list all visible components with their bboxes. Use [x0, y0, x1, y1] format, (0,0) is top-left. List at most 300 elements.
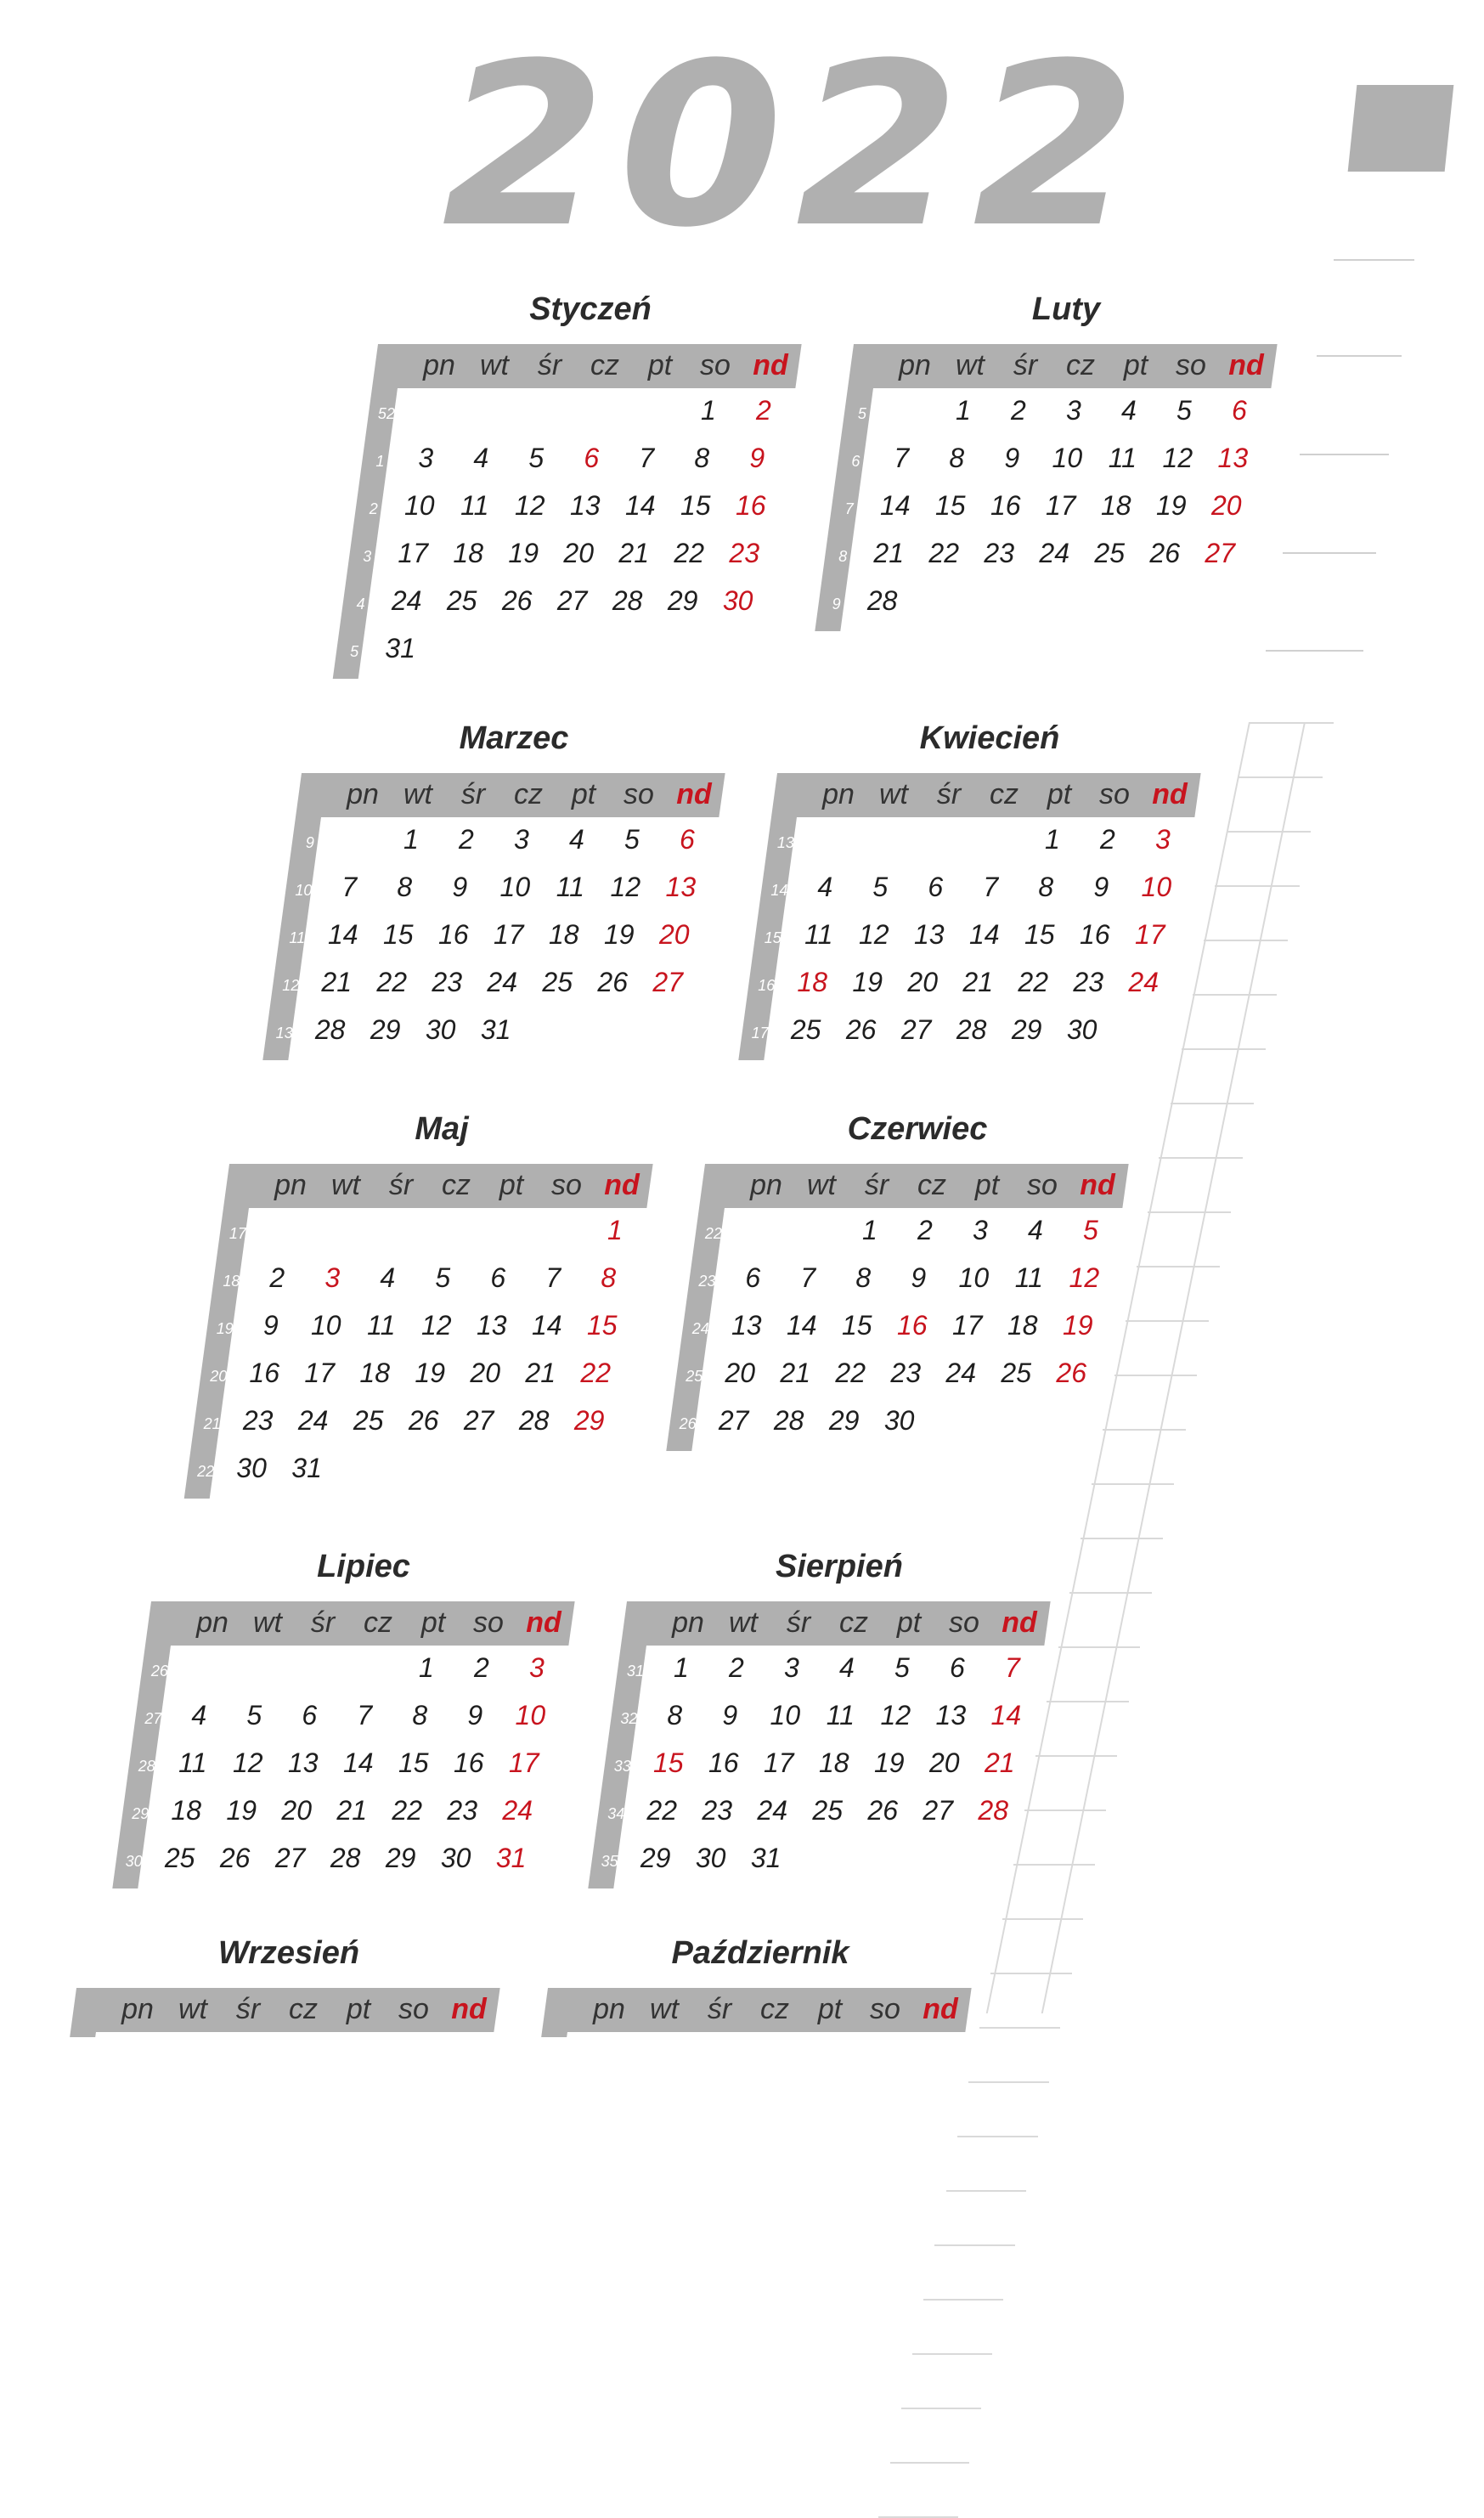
day-cell: 17 — [1045, 490, 1076, 521]
day-cell: 8 — [412, 1700, 428, 1730]
day-cell: 2 — [1010, 395, 1026, 426]
day-cell: 26 — [867, 1795, 899, 1826]
day-cell: 25 — [446, 585, 477, 616]
day-cell: 7 — [341, 872, 358, 902]
day-header-cz: cz — [289, 1993, 318, 2025]
day-header-cz: cz — [917, 1169, 946, 1201]
day-header-wt: wt — [956, 349, 985, 381]
day-cell: 10 — [770, 1700, 801, 1730]
day-cell: 24 — [757, 1795, 788, 1826]
day-cell: 8 — [694, 443, 710, 473]
day-cell: 19 — [508, 538, 539, 568]
day-cell: 8 — [667, 1700, 683, 1730]
day-cell: 23 — [447, 1795, 478, 1826]
day-cell: 20 — [281, 1795, 313, 1826]
day-cell: 20 — [470, 1358, 501, 1388]
note-line — [1317, 355, 1402, 357]
day-cell: 26 — [1056, 1358, 1087, 1388]
day-header-wt: wt — [331, 1169, 360, 1201]
day-header-pn: pn — [274, 1169, 307, 1201]
week-number: 17 — [751, 1025, 769, 1042]
day-cell: 15 — [586, 1310, 618, 1341]
day-cell: 31 — [750, 1843, 781, 1873]
week-number: 11 — [289, 929, 306, 946]
month-title: Październik — [671, 1935, 849, 1971]
day-cell: 25 — [1094, 538, 1126, 568]
month-title: Czerwiec — [847, 1111, 988, 1147]
day-cell: 20 — [907, 967, 939, 997]
month-title: Sierpień — [776, 1549, 903, 1584]
day-cell: 5 — [894, 1652, 910, 1683]
day-header-pn: pn — [899, 349, 931, 381]
day-header-wt: wt — [729, 1606, 758, 1639]
day-header-śr: śr — [537, 349, 562, 381]
day-cell: 28 — [330, 1843, 361, 1873]
day-cell: 1 — [418, 1652, 434, 1683]
day-cell: 11 — [178, 1747, 207, 1778]
day-cell: 8 — [949, 443, 965, 473]
day-cell: 4 — [817, 872, 833, 902]
day-cell: 4 — [473, 443, 489, 473]
day-cell: 4 — [191, 1700, 207, 1730]
day-cell: 19 — [852, 967, 883, 997]
day-cell: 5 — [1176, 395, 1192, 426]
day-cell: 25 — [353, 1405, 384, 1436]
day-cell: 16 — [990, 490, 1021, 521]
week-number: 22 — [197, 1463, 215, 1480]
day-cell: 13 — [287, 1747, 319, 1778]
day-cell: 14 — [968, 919, 1000, 950]
day-cell: 5 — [528, 443, 545, 473]
day-cell: 8 — [1038, 872, 1054, 902]
day-cell: 4 — [838, 1652, 855, 1683]
day-cell: 23 — [890, 1358, 922, 1388]
week-number: 10 — [295, 882, 313, 899]
day-cell: 3 — [972, 1215, 988, 1245]
week-number: 24 — [691, 1320, 709, 1337]
day-cell: 13 — [913, 919, 945, 950]
day-cell: 19 — [415, 1358, 446, 1388]
day-header-nd: nd — [1152, 778, 1188, 810]
day-header-cz: cz — [1066, 349, 1095, 381]
week-number: 30 — [125, 1853, 143, 1870]
note-line — [1283, 552, 1376, 554]
day-cell: 25 — [790, 1014, 821, 1045]
year-decoration-block — [1348, 85, 1454, 172]
day-cell: 27 — [463, 1405, 494, 1436]
day-cell: 14 — [990, 1700, 1022, 1730]
day-cell: 18 — [818, 1747, 849, 1778]
day-cell: 18 — [1100, 490, 1131, 521]
day-cell: 2 — [728, 1652, 744, 1683]
day-header-wt: wt — [807, 1169, 836, 1201]
day-cell: 10 — [958, 1262, 990, 1293]
grid-line — [957, 2136, 1038, 2137]
grid-line — [1013, 1864, 1095, 1866]
day-header-pn: pn — [423, 349, 455, 381]
day-cell: 15 — [1024, 919, 1055, 950]
day-cell: 22 — [1018, 967, 1049, 997]
grid-line — [1114, 1375, 1198, 1376]
week-number: 9 — [832, 596, 841, 613]
day-cell: 22 — [835, 1358, 866, 1388]
month-title: Kwiecień — [919, 720, 1060, 756]
day-cell: 16 — [453, 1747, 484, 1778]
day-cell: 20 — [928, 1747, 960, 1778]
day-cell: 25 — [164, 1843, 195, 1873]
day-header-śr: śr — [460, 778, 486, 810]
day-header-wt: wt — [253, 1606, 282, 1639]
grid-line — [901, 2408, 981, 2409]
day-cell: 23 — [242, 1405, 274, 1436]
day-header-pn: pn — [593, 1993, 625, 2025]
week-number: 27 — [144, 1710, 162, 1727]
day-cell: 12 — [610, 872, 641, 902]
day-header-pn: pn — [347, 778, 379, 810]
day-cell: 9 — [911, 1262, 927, 1293]
day-cell: 7 — [545, 1262, 561, 1293]
day-header-nd: nd — [923, 1993, 958, 2025]
day-cell: 20 — [563, 538, 595, 568]
year-title: 2022 — [442, 15, 1150, 277]
day-cell: 9 — [467, 1700, 483, 1730]
day-cell: 15 — [841, 1310, 872, 1341]
day-cell: 28 — [978, 1795, 1009, 1826]
day-cell: 3 — [513, 824, 529, 855]
day-cell: 28 — [314, 1014, 346, 1045]
day-cell: 16 — [249, 1358, 280, 1388]
day-cell: 5 — [624, 824, 640, 855]
day-cell: 10 — [1052, 443, 1083, 473]
day-cell: 22 — [376, 967, 408, 997]
day-cell: 3 — [324, 1262, 341, 1293]
day-cell: 14 — [879, 490, 911, 521]
day-cell: 20 — [725, 1358, 756, 1388]
month-title: Wrzesień — [217, 1935, 360, 1971]
week-number: 13 — [275, 1025, 293, 1042]
day-cell: 30 — [236, 1453, 267, 1483]
day-header-pt: pt — [1123, 349, 1148, 381]
day-header-pt: pt — [896, 1606, 922, 1639]
day-header-so: so — [398, 1993, 429, 2025]
day-cell: 14 — [786, 1310, 817, 1341]
day-cell: 2 — [755, 395, 771, 426]
day-cell: 12 — [1162, 443, 1193, 473]
day-cell: 4 — [568, 824, 584, 855]
grid-line — [1103, 1429, 1185, 1431]
day-cell: 28 — [866, 585, 898, 616]
day-cell: 6 — [302, 1700, 318, 1730]
grid-line — [912, 2353, 992, 2355]
day-cell: 6 — [745, 1262, 761, 1293]
day-header-pn: pn — [750, 1169, 782, 1201]
grid-line — [1193, 994, 1277, 996]
note-line — [1266, 650, 1363, 652]
week-number: 23 — [698, 1273, 716, 1290]
day-header-so: so — [949, 1606, 979, 1639]
day-cell: 30 — [440, 1843, 471, 1873]
day-cell: 15 — [934, 490, 966, 521]
day-header-nd: nd — [604, 1169, 640, 1201]
day-cell: 29 — [640, 1843, 671, 1873]
month-title: Styczeń — [529, 291, 652, 327]
day-cell: 9 — [1004, 443, 1020, 473]
day-cell: 25 — [812, 1795, 844, 1826]
day-cell: 22 — [674, 538, 705, 568]
day-cell: 17 — [951, 1310, 983, 1341]
day-cell: 16 — [735, 490, 766, 521]
day-header-śr: śr — [936, 778, 962, 810]
day-header-so: so — [700, 349, 731, 381]
grid-line — [1126, 1320, 1209, 1322]
day-cell: 7 — [639, 443, 655, 473]
day-header-śr: śr — [786, 1606, 811, 1639]
day-cell: 11 — [367, 1310, 396, 1341]
grid-line — [934, 2244, 1014, 2246]
day-header-cz: cz — [590, 349, 619, 381]
day-cell: 1 — [1044, 824, 1060, 855]
day-header-wt: wt — [480, 349, 509, 381]
day-cell: 11 — [1108, 443, 1137, 473]
week-number: 5 — [350, 643, 359, 660]
day-cell: 31 — [291, 1453, 322, 1483]
day-cell: 28 — [612, 585, 643, 616]
day-cell: 6 — [490, 1262, 506, 1293]
week-number: 15 — [764, 929, 781, 946]
week-number: 1 — [375, 453, 385, 470]
day-cell: 18 — [1007, 1310, 1038, 1341]
week-number: 16 — [758, 977, 776, 994]
day-cell: 16 — [708, 1747, 739, 1778]
grid-line — [1215, 885, 1299, 887]
day-cell: 23 — [432, 967, 463, 997]
grid-line — [968, 2081, 1049, 2083]
day-cell: 19 — [226, 1795, 257, 1826]
day-header-so: so — [1027, 1169, 1058, 1201]
day-header-nd: nd — [676, 778, 712, 810]
day-header-pt: pt — [817, 1993, 843, 2025]
day-cell: 21 — [618, 538, 650, 568]
week-number: 26 — [679, 1415, 697, 1432]
day-cell: 26 — [845, 1014, 877, 1045]
week-number: 12 — [282, 977, 300, 994]
day-cell: 5 — [1082, 1215, 1098, 1245]
grid-line — [890, 2462, 970, 2464]
day-cell: 27 — [718, 1405, 749, 1436]
day-cell: 13 — [569, 490, 601, 521]
grid-line — [1238, 776, 1323, 778]
week-number: 19 — [216, 1320, 234, 1337]
day-cell: 6 — [928, 872, 944, 902]
day-cell: 22 — [646, 1795, 678, 1826]
day-header-pn: pn — [121, 1993, 154, 2025]
day-cell: 30 — [883, 1405, 915, 1436]
day-cell: 3 — [1065, 395, 1081, 426]
day-cell: 7 — [894, 443, 910, 473]
day-cell: 12 — [514, 490, 545, 521]
day-cell: 5 — [435, 1262, 451, 1293]
week-number: 25 — [686, 1368, 703, 1385]
month-title: Luty — [1031, 291, 1101, 327]
day-cell: 28 — [518, 1405, 550, 1436]
day-cell: 1 — [861, 1215, 877, 1245]
day-cell: 29 — [385, 1843, 416, 1873]
day-header-so: so — [870, 1993, 900, 2025]
day-header-pt: pt — [346, 1993, 371, 2025]
day-cell: 10 — [515, 1700, 546, 1730]
grid-line — [1058, 1646, 1141, 1648]
day-cell: 18 — [453, 538, 484, 568]
day-header-pt: pt — [571, 778, 596, 810]
day-cell: 12 — [858, 919, 889, 950]
day-cell: 27 — [1205, 538, 1236, 568]
day-cell: 8 — [397, 872, 413, 902]
week-number: 20 — [210, 1368, 228, 1385]
month-title: Maj — [415, 1111, 469, 1147]
week-number: 13 — [776, 834, 794, 851]
grid-line — [1137, 1266, 1220, 1267]
week-number: 7 — [844, 500, 854, 517]
day-cell: 19 — [873, 1747, 905, 1778]
day-cell: 9 — [749, 443, 765, 473]
day-header-pt: pt — [1047, 778, 1072, 810]
month-title: Lipiec — [317, 1549, 410, 1584]
day-cell: 12 — [1069, 1262, 1100, 1293]
day-header-pt: pt — [974, 1169, 1000, 1201]
day-header-pn: pn — [196, 1606, 229, 1639]
day-cell: 2 — [473, 1652, 489, 1683]
week-number: 29 — [132, 1805, 150, 1822]
day-header-so: so — [473, 1606, 504, 1639]
week-number: 22 — [704, 1225, 722, 1242]
day-header-pt: pt — [499, 1169, 524, 1201]
day-cell: 10 — [310, 1310, 341, 1341]
day-cell: 17 — [304, 1358, 336, 1388]
note-line — [1300, 454, 1389, 455]
week-number: 9 — [305, 834, 314, 851]
day-header-so: so — [1099, 778, 1130, 810]
day-cell: 30 — [1066, 1014, 1097, 1045]
grid-line — [1092, 1483, 1174, 1485]
day-cell: 12 — [880, 1700, 911, 1730]
day-cell: 13 — [935, 1700, 967, 1730]
grid-line — [1081, 1538, 1163, 1539]
day-cell: 24 — [391, 585, 422, 616]
day-cell: 11 — [804, 919, 833, 950]
day-header-wt: wt — [650, 1993, 679, 2025]
day-header-so: so — [551, 1169, 582, 1201]
day-cell: 17 — [493, 919, 524, 950]
day-cell: 18 — [797, 967, 828, 997]
grid-line — [1024, 1809, 1106, 1811]
day-header-pt: pt — [647, 349, 673, 381]
day-cell: 6 — [1231, 395, 1247, 426]
day-cell: 29 — [1011, 1014, 1042, 1045]
day-cell: 4 — [1027, 1215, 1043, 1245]
day-cell: 2 — [1099, 824, 1115, 855]
day-cell: 20 — [1210, 490, 1242, 521]
day-header-nd: nd — [1002, 1606, 1037, 1639]
day-cell: 1 — [700, 395, 716, 426]
day-cell: 13 — [731, 1310, 762, 1341]
day-cell: 16 — [1079, 919, 1110, 950]
day-cell: 26 — [597, 967, 629, 997]
day-header-śr: śr — [310, 1606, 336, 1639]
day-cell: 3 — [528, 1652, 545, 1683]
note-line — [1334, 259, 1414, 261]
week-number: 4 — [356, 596, 365, 613]
day-cell: 27 — [556, 585, 588, 616]
week-number: 32 — [620, 1710, 638, 1727]
day-cell: 27 — [900, 1014, 932, 1045]
day-header-wt: wt — [178, 1993, 207, 2025]
day-cell: 4 — [380, 1262, 396, 1293]
month-title: Marzec — [459, 720, 569, 756]
day-header-śr: śr — [1013, 349, 1038, 381]
day-cell: 17 — [508, 1747, 539, 1778]
day-cell: 21 — [984, 1747, 1015, 1778]
day-cell: 20 — [658, 919, 690, 950]
day-cell: 6 — [679, 824, 695, 855]
week-number: 52 — [377, 405, 395, 422]
grid-line — [1002, 1918, 1084, 1920]
day-cell: 8 — [601, 1262, 617, 1293]
grid-line — [1249, 722, 1334, 724]
day-cell: 14 — [531, 1310, 562, 1341]
week-number: 33 — [613, 1758, 631, 1775]
grid-line — [1159, 1157, 1242, 1159]
grid-line — [1182, 1048, 1266, 1050]
day-cell: 19 — [1062, 1310, 1093, 1341]
day-cell: 15 — [652, 1747, 684, 1778]
day-cell: 9 — [722, 1700, 738, 1730]
day-cell: 29 — [573, 1405, 605, 1436]
day-cell: 17 — [398, 538, 429, 568]
day-cell: 18 — [171, 1795, 202, 1826]
day-cell: 30 — [695, 1843, 726, 1873]
day-cell: 24 — [502, 1795, 533, 1826]
day-cell: 16 — [437, 919, 469, 950]
day-header-so: so — [1176, 349, 1206, 381]
day-header-śr: śr — [388, 1169, 414, 1201]
day-cell: 14 — [327, 919, 358, 950]
day-cell: 5 — [872, 872, 889, 902]
day-cell: 7 — [800, 1262, 816, 1293]
day-cell: 23 — [702, 1795, 733, 1826]
grid-line — [1035, 1755, 1117, 1757]
day-cell: 18 — [548, 919, 579, 950]
day-header-nd: nd — [753, 349, 788, 381]
day-header-cz: cz — [839, 1606, 868, 1639]
day-cell: 21 — [525, 1358, 556, 1388]
day-cell: 19 — [603, 919, 635, 950]
grid-line — [1069, 1592, 1152, 1594]
day-header-śr: śr — [864, 1169, 889, 1201]
day-cell: 30 — [722, 585, 753, 616]
week-number: 26 — [150, 1663, 168, 1680]
day-cell: 2 — [917, 1215, 933, 1245]
day-cell: 19 — [1155, 490, 1187, 521]
day-cell: 28 — [773, 1405, 804, 1436]
day-cell: 9 — [262, 1310, 279, 1341]
day-cell: 1 — [955, 395, 971, 426]
day-cell: 6 — [584, 443, 600, 473]
week-number: 5 — [857, 405, 866, 422]
week-number: 14 — [770, 882, 788, 899]
day-cell: 21 — [873, 538, 905, 568]
week-number: 31 — [626, 1663, 644, 1680]
day-cell: 24 — [297, 1405, 329, 1436]
